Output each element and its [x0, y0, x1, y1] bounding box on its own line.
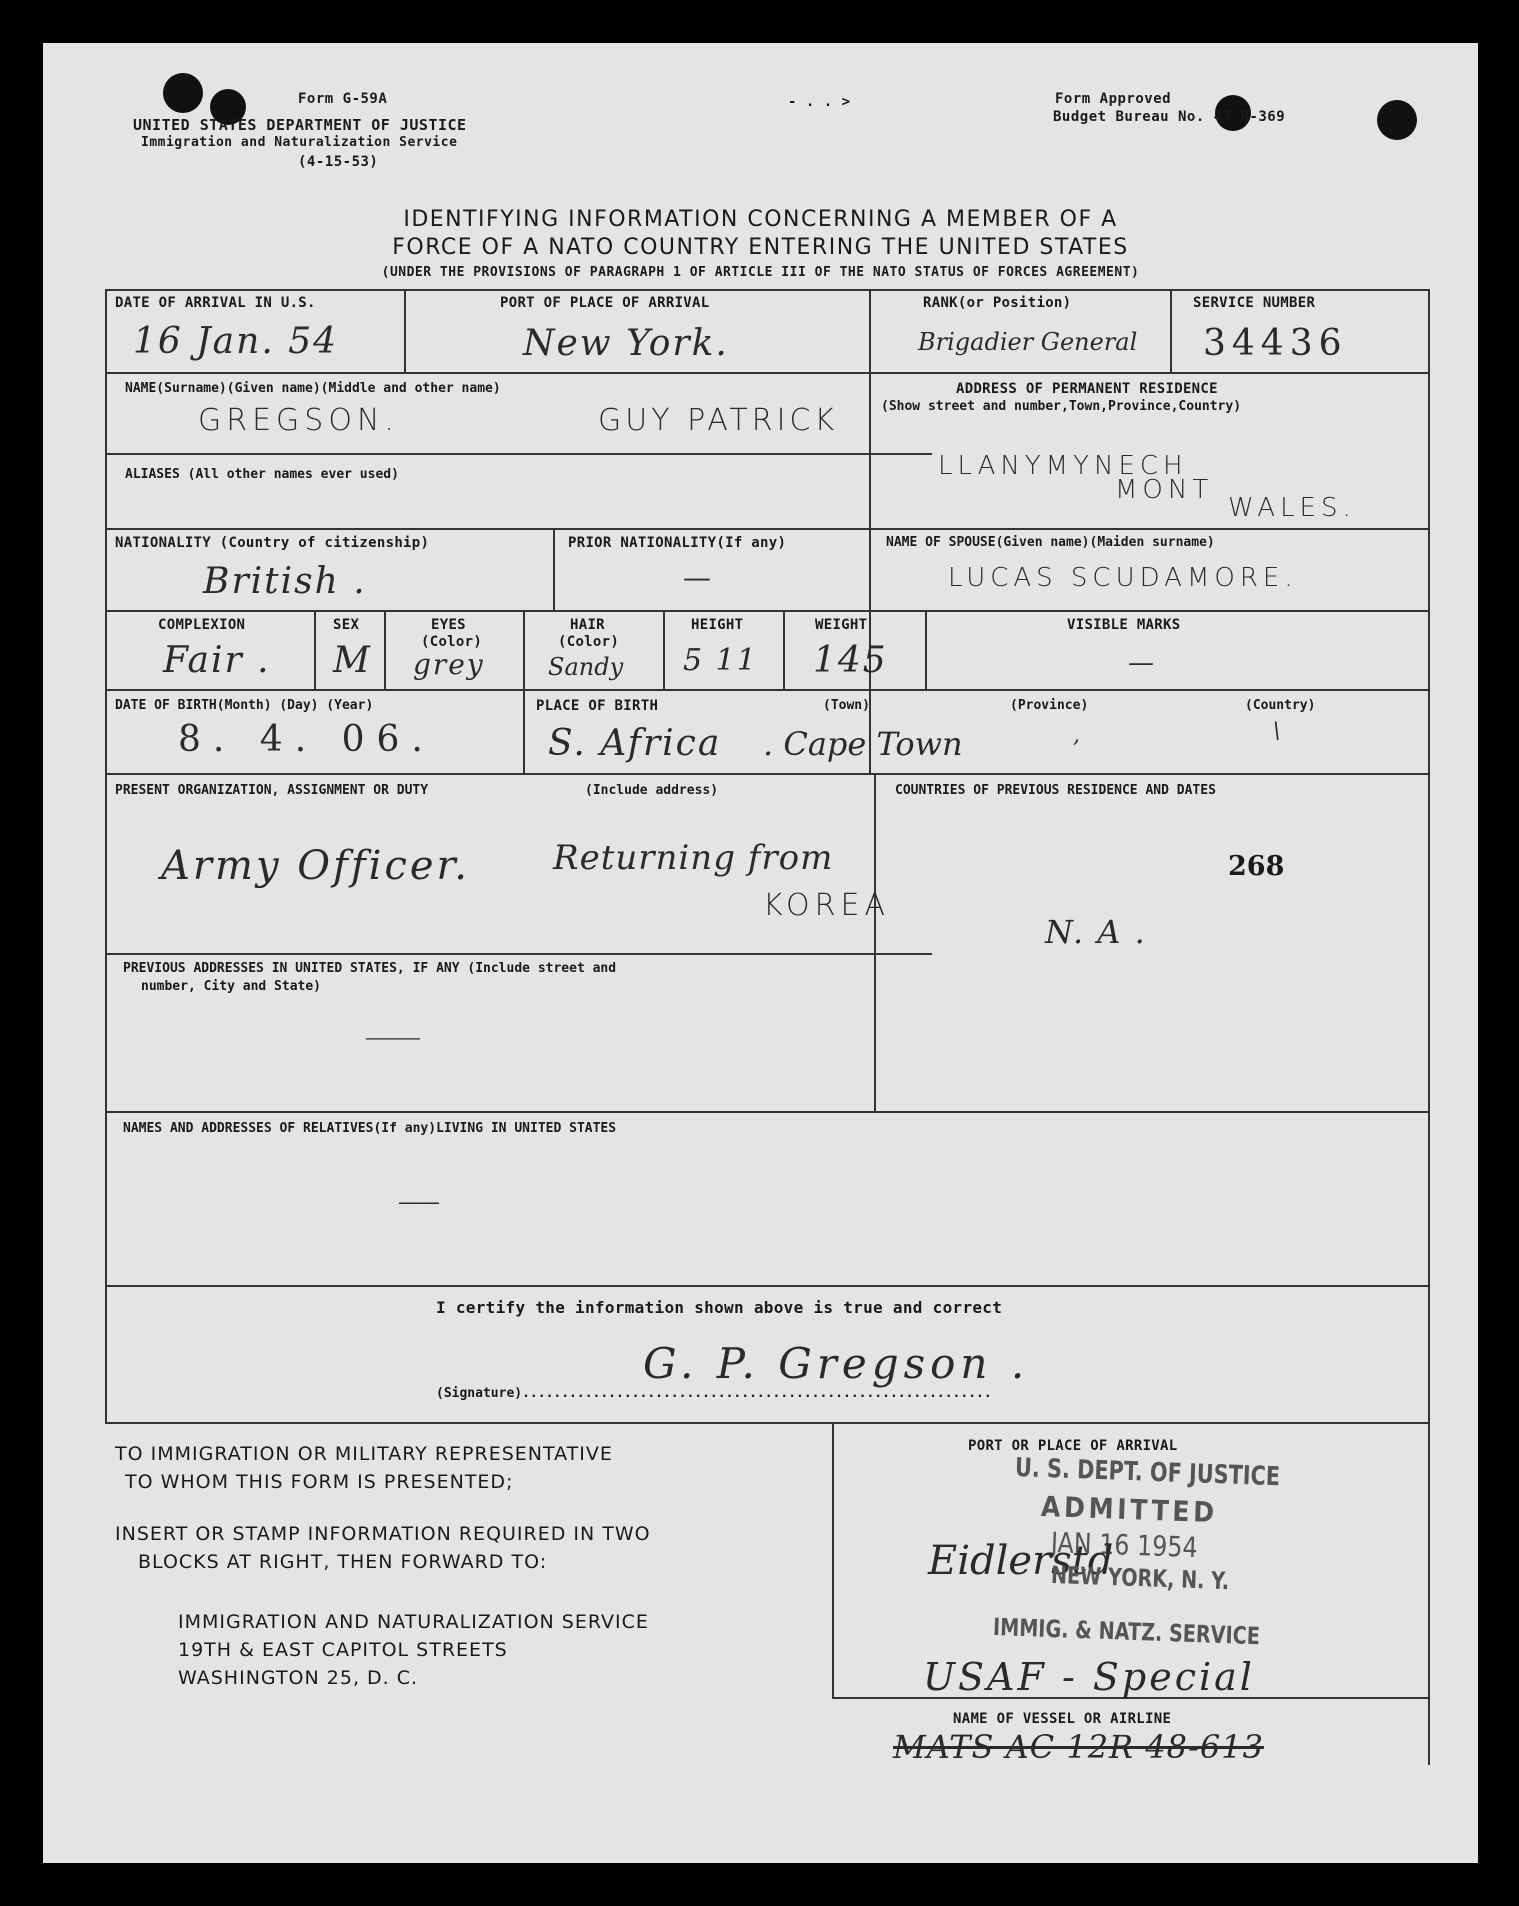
grid-line [384, 610, 386, 689]
instruction-line2: TO WHOM THIS FORM IS PRESENTED; [125, 1471, 514, 1493]
spouse-value: LUCAS SCUDAMORE. [948, 563, 1298, 593]
address-line-agency: IMMIGRATION AND NATURALIZATION SERVICE [178, 1611, 649, 1633]
countries-number: 268 [1228, 851, 1285, 882]
grid-line [105, 289, 1430, 291]
address-sublabel: (Show street and number,Town,Province,Country) [881, 399, 1242, 414]
form-title-line3: (UNDER THE PROVISIONS OF PARAGRAPH 1 OF ARTICLE III OF THE NATO STATUS OF FORCES AGREEMENT) [381, 265, 1140, 280]
prior-nationality-label: PRIOR NATIONALITY(If any) [568, 535, 787, 551]
instruction-line1: TO IMMIGRATION OR MILITARY REPRESENTATIVE [115, 1443, 613, 1465]
grid-line [105, 289, 107, 1422]
dob-label: DATE OF BIRTH(Month) (Day) (Year) [115, 698, 374, 713]
hair-value: Sandy [548, 653, 624, 681]
visible-marks-value: — [1128, 648, 1156, 678]
center-mark: - . . > [788, 94, 851, 110]
stamp-service: IMMIG. & NATZ. SERVICE [992, 1613, 1261, 1651]
port-value: New York. [523, 323, 729, 364]
grid-line [105, 372, 1430, 374]
service-number-value: 34436 [1203, 323, 1348, 364]
budget-bureau: Budget Bureau No. 43 R-369 [1053, 109, 1286, 125]
previous-addresses-label: PREVIOUS ADDRESSES IN UNITED STATES, IF ANY (Include street and [123, 961, 617, 976]
vessel-value: MATS AC 12R 48-613 [893, 1728, 1264, 1766]
spouse-label: NAME OF SPOUSE(Given name)(Maiden surname) [886, 535, 1215, 550]
pob-town-value: . Cape Town [763, 725, 963, 763]
form-approved: Form Approved [1055, 91, 1172, 107]
signature-value: G. P. Gregson . [643, 1339, 1030, 1388]
pob-province-value: , [1073, 723, 1082, 748]
stamp-city: NEW YORK, N. Y. [1050, 1561, 1230, 1596]
complexion-value: Fair . [163, 640, 271, 681]
name-label: NAME(Surname)(Given name)(Middle and other name) [125, 381, 501, 396]
department-name: UNITED STATES DEPARTMENT OF JUSTICE [133, 116, 467, 134]
grid-line [105, 1285, 1430, 1287]
pob-town-label: (Town) [823, 698, 870, 713]
pob-label: PLACE OF BIRTH [536, 698, 659, 714]
hair-sublabel: (Color) [558, 634, 620, 650]
form-page [43, 43, 1478, 1863]
previous-addresses-value: ——— [365, 1025, 419, 1049]
port-label: PORT OF PLACE OF ARRIVAL [500, 295, 710, 311]
grid-line [105, 528, 1430, 530]
grid-line [553, 528, 555, 610]
date-arrival-value: 16 Jan. 54 [133, 321, 339, 362]
vessel-label: NAME OF VESSEL OR AIRLINE [953, 1711, 1172, 1727]
surname-value: GREGSON. [198, 403, 399, 438]
stamp-dept: U. S. DEPT. OF JUSTICE [1014, 1453, 1281, 1493]
organization-label: PRESENT ORGANIZATION, ASSIGNMENT OR DUTY [115, 783, 429, 798]
service-number-label: SERVICE NUMBER [1193, 295, 1316, 311]
eyes-value: grey [413, 648, 485, 681]
sex-value: M [333, 640, 372, 681]
address-line1: LLANYMYNECH [938, 451, 1188, 481]
instruction-line3: INSERT OR STAMP INFORMATION REQUIRED IN TWO [115, 1523, 651, 1545]
prior-nationality-value: — [683, 561, 713, 594]
height-value: 5 11 [683, 643, 758, 678]
stamp-date: JAN 16 1954 [1050, 1526, 1199, 1565]
grid-line [523, 689, 525, 773]
countries-label: COUNTRIES OF PREVIOUS RESIDENCE AND DATES [895, 783, 1216, 798]
pob-province-label: (Province) [1010, 698, 1089, 713]
relatives-value: —— [398, 1190, 438, 1215]
organization-value: Army Officer. [161, 843, 470, 889]
grid-line [1428, 289, 1430, 1422]
port-arrival-label: PORT OR PLACE OF ARRIVAL [968, 1438, 1178, 1454]
sex-label: SEX [333, 617, 360, 633]
signature-label: (Signature)............................................................ [436, 1386, 992, 1401]
eyes-sublabel: (Color) [421, 634, 483, 650]
grid-line [832, 1424, 834, 1697]
grid-line [925, 610, 927, 689]
nationality-value: British . [203, 561, 367, 602]
grid-line [1170, 289, 1172, 372]
grid-line [105, 610, 1430, 612]
punch-hole-right-b [1377, 100, 1417, 140]
given-name-value: GUY PATRICK [598, 403, 839, 438]
pob-value: S. Africa [548, 723, 722, 764]
grid-line [314, 610, 316, 689]
form-date: (4-15-53) [298, 154, 379, 170]
weight-label: WEIGHT [815, 617, 868, 633]
organization-value-2: Returning from [553, 838, 834, 878]
grid-line [1428, 1424, 1430, 1765]
form-title-line1: IDENTIFYING INFORMATION CONCERNING A MEMBER OF A [403, 207, 1118, 232]
relatives-label: NAMES AND ADDRESSES OF RELATIVES(If any)LIVING IN UNITED STATES [123, 1121, 617, 1136]
grid-line [105, 453, 932, 455]
pob-country-value: \ [1273, 719, 1283, 744]
weight-value: 145 [813, 640, 888, 681]
visible-marks-label: VISIBLE MARKS [1067, 617, 1181, 633]
grid-line [105, 773, 1430, 775]
stamp-admitted: ADMITTED [1040, 1490, 1219, 1530]
form-number: Form G-59A [298, 91, 388, 107]
grid-line [404, 289, 406, 372]
aliases-label: ALIASES (All other names ever used) [125, 467, 399, 482]
grid-line [105, 1111, 1430, 1113]
height-label: HEIGHT [691, 617, 744, 633]
grid-line [105, 1422, 1430, 1424]
organization-value-3: KOREA [763, 888, 890, 923]
form-title-line2: FORCE OF A NATO COUNTRY ENTERING THE UNITED STATES [392, 235, 1129, 260]
nationality-label: NATIONALITY (Country of citizenship) [115, 535, 430, 551]
punch-hole-left [163, 73, 203, 113]
dob-value: 8. 4. 06. [178, 719, 435, 760]
organization-sublabel: (Include address) [585, 783, 719, 798]
address-line-city: WASHINGTON 25, D. C. [178, 1667, 419, 1689]
certify-text: I certify the information shown above is true and correct [436, 1298, 1003, 1317]
address-line2: MONT [1115, 475, 1214, 505]
previous-addresses-sublabel: number, City and State) [141, 979, 322, 994]
usaf-special: USAF - Special [923, 1655, 1255, 1699]
grid-line [783, 610, 785, 689]
stamp-initials: Eidlerstd [928, 1538, 1114, 1584]
grid-line [105, 953, 932, 955]
rank-value: Brigadier General [918, 328, 1138, 356]
grid-line [874, 773, 876, 1111]
grid-line [663, 610, 665, 689]
date-arrival-label: DATE OF ARRIVAL IN U.S. [115, 295, 316, 311]
service-name: Immigration and Naturalization Service [141, 135, 458, 150]
address-label: ADDRESS OF PERMANENT RESIDENCE [956, 381, 1218, 397]
complexion-label: COMPLEXION [158, 617, 246, 633]
address-line-street: 19TH & EAST CAPITOL STREETS [178, 1639, 508, 1661]
countries-value: N. A . [1045, 913, 1147, 951]
eyes-label: EYES [431, 617, 466, 633]
instruction-line4: BLOCKS AT RIGHT, THEN FORWARD TO: [138, 1551, 548, 1573]
address-line3: WALES. [1228, 493, 1356, 523]
grid-line [105, 689, 1430, 691]
pob-country-label: (Country) [1245, 698, 1316, 713]
rank-label: RANK(or Position) [923, 295, 1072, 311]
hair-label: HAIR [570, 617, 605, 633]
grid-line [523, 610, 525, 689]
